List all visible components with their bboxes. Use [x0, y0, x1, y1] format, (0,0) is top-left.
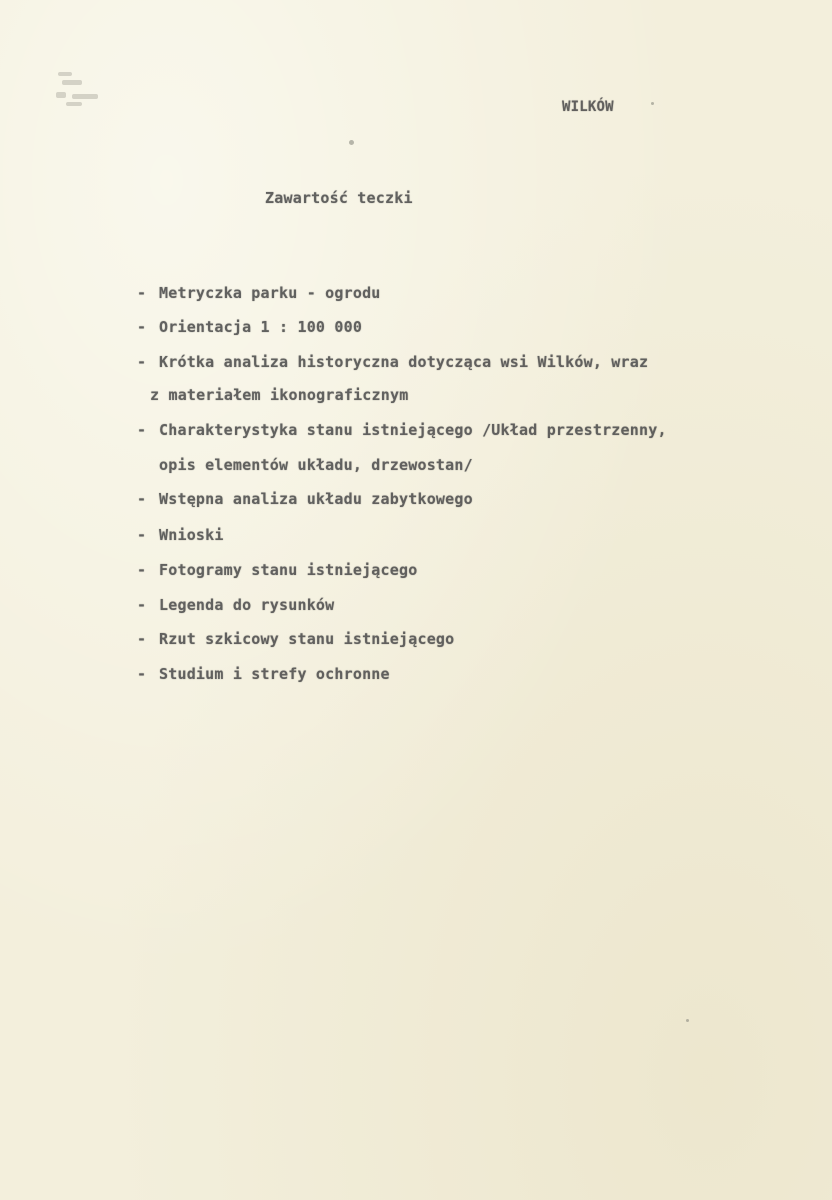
list-item-continuation: z materiałem ikonograficznym — [150, 386, 409, 404]
list-dash: - — [137, 526, 147, 544]
list-item-text: Studium i strefy ochronne — [159, 665, 390, 683]
list-item-text: Krótka analiza historyczna dotycząca wsi Wilków, wraz — [159, 353, 649, 371]
list-item — [137, 630, 454, 648]
list-item — [137, 665, 390, 683]
ink-smudge-mark — [52, 68, 104, 112]
list-item — [137, 490, 473, 508]
list-dash: - — [137, 561, 147, 579]
list-item-text: Wstępna analiza układu zabytkowego — [159, 490, 473, 508]
header-place-name: WILKÓW — [562, 99, 614, 115]
ink-dot-mark — [686, 1019, 689, 1022]
list-item — [137, 596, 334, 614]
list-item-text: Orientacja 1 : 100 000 — [159, 318, 363, 336]
list-dash: - — [137, 596, 147, 614]
list-dash: - — [137, 421, 147, 439]
list-dash: - — [137, 665, 147, 683]
list-item-text: Rzut szkicowy stanu istniejącego — [159, 630, 455, 648]
list-item-text: Fotogramy stanu istniejącego — [159, 561, 418, 579]
list-dash: - — [137, 490, 147, 508]
list-dash: - — [137, 318, 147, 336]
list-item — [137, 421, 667, 439]
list-item-text: Charakterystyka stanu istniejącego /Układ przestrzenny, — [159, 421, 667, 439]
list-item — [137, 526, 224, 544]
list-item — [137, 353, 648, 371]
list-item — [137, 561, 417, 579]
list-item-text: Metryczka parku - ogrodu — [159, 284, 381, 302]
list-dash: - — [137, 284, 147, 302]
list-dash: - — [137, 630, 147, 648]
list-item — [137, 318, 362, 336]
ink-dot-mark — [349, 140, 354, 145]
list-item-text: Wnioski — [159, 526, 224, 544]
list-item — [137, 284, 381, 302]
list-item-text: Legenda do rysunków — [159, 596, 335, 614]
ink-dot-mark — [651, 102, 654, 105]
list-item-continuation: opis elementów układu, drzewostan/ — [159, 456, 473, 474]
list-dash: - — [137, 353, 147, 371]
page-title: Zawartość teczki — [265, 189, 413, 207]
